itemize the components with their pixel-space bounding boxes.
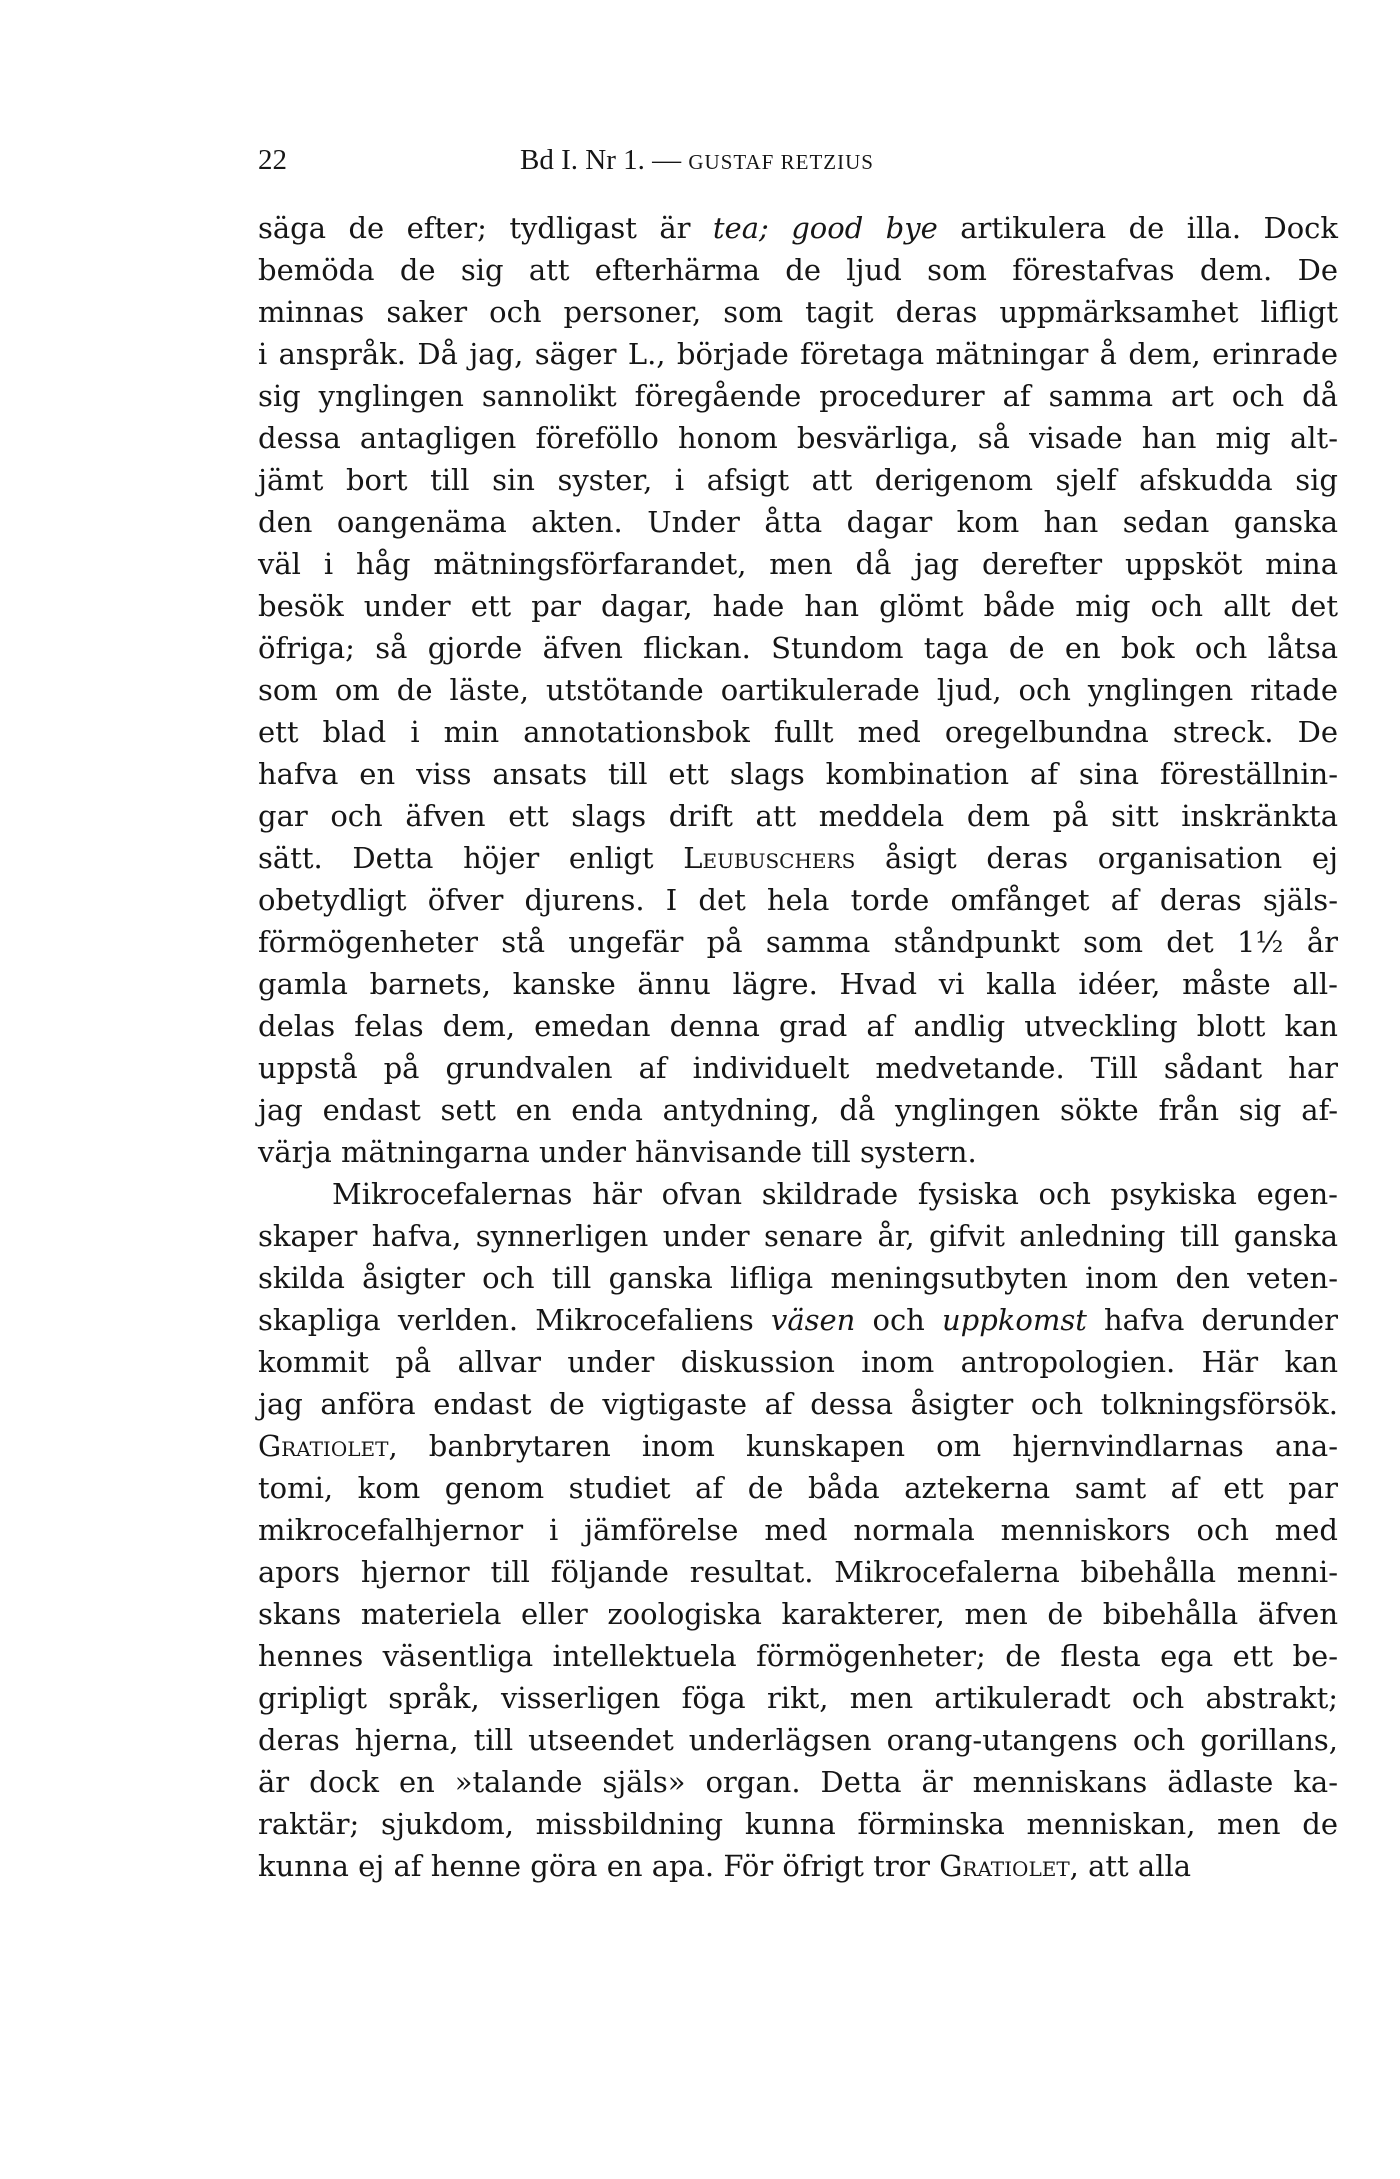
text-line <box>258 207 1338 249</box>
text-line <box>258 1341 1338 1383</box>
text-line <box>258 585 1338 627</box>
text-run: skans materiela eller zoologiska karakterer, men de bibehålla äfven <box>258 1597 1338 1631</box>
text-run: jag anföra endast de vigtigaste af dessa åsigter och tolkningsförsök. <box>258 1387 1338 1421</box>
text-line <box>258 1089 1338 1131</box>
text-run: gamla barnets, kanske ännu lägre. Hvad vi kalla idéer, måste all- <box>258 967 1338 1001</box>
text-run: skilda åsigter och till ganska lifliga meningsutbyten inom den veten- <box>258 1261 1338 1295</box>
text-line <box>258 333 1338 375</box>
text-run: värja mätningarna under hänvisande till systern. <box>258 1135 977 1169</box>
text-run: obetydligt öfver djurens. I det hela torde omfånget af deras själs- <box>258 883 1338 917</box>
italic-term: väsen <box>770 1303 856 1337</box>
text-line <box>258 1299 1338 1341</box>
text-line <box>258 1845 1338 1887</box>
text-run: Mikrocefalernas här ofvan skildrade fysiska och psykiska egen- <box>332 1177 1338 1211</box>
text-run: artikulera de illa. Dock <box>937 211 1338 245</box>
text-line <box>258 1131 1338 1173</box>
text-run: som om de läste, utstötande oartikulerade ljud, och ynglingen ritade <box>258 673 1338 707</box>
text-run: hafva en viss ansats till ett slags kombination af sina föreställnin- <box>258 757 1338 791</box>
text-line <box>258 291 1338 333</box>
text-run: är dock en »talande själs» organ. Detta är menniskans ädlaste ka- <box>258 1765 1338 1799</box>
paragraph-1 <box>258 207 1338 1173</box>
text-line <box>258 963 1338 1005</box>
text-run: väl i håg mätningsförfarandet, men då jag derefter uppsköt mina <box>258 547 1338 581</box>
italic-term: tea; good bye <box>712 211 938 245</box>
paragraph-2 <box>258 1173 1338 1887</box>
text-run: i anspråk. Då jag, säger L., började företaga mätningar å dem, erinrade <box>258 337 1338 371</box>
journal-reference: Bd I. Nr 1. — <box>520 144 682 176</box>
text-line <box>258 1257 1338 1299</box>
text-line <box>258 1551 1338 1593</box>
text-run: gripligt språk, visserligen föga rikt, men artikuleradt och abstrakt; <box>258 1681 1338 1715</box>
text-run: gar och äfven ett slags drift att meddela dem på sitt inskränkta <box>258 799 1338 833</box>
text-line <box>258 1635 1338 1677</box>
text-line <box>258 1005 1338 1047</box>
author-name-smallcaps: Leubuschers <box>683 841 856 875</box>
text-run: sig ynglingen sannolikt föregående procedurer af samma art och då <box>258 379 1338 413</box>
text-run: hafva derunder <box>1086 1303 1339 1337</box>
text-run: den oangenäma akten. Under åtta dagar kom han sedan ganska <box>258 505 1338 539</box>
text-run: kommit på allvar under diskussion inom antropologien. Här kan <box>258 1345 1338 1379</box>
text-line <box>258 753 1338 795</box>
author-name-smallcaps: Gratiolet <box>258 1429 389 1463</box>
text-line <box>258 543 1338 585</box>
text-line <box>258 1761 1338 1803</box>
text-line <box>258 1047 1338 1089</box>
text-line <box>258 1677 1338 1719</box>
text-line <box>258 1719 1338 1761</box>
text-run: bemöda de sig att efterhärma de ljud som förestafvas dem. De <box>258 253 1338 287</box>
text-run: delas felas dem, emedan denna grad af andlig utveckling blott kan <box>258 1009 1338 1043</box>
text-run: mikrocefalhjernor i jämförelse med normala menniskors och med <box>258 1513 1338 1547</box>
text-run: jag endast sett en enda antydning, då ynglingen sökte från sig af- <box>258 1093 1338 1127</box>
text-line <box>258 795 1338 837</box>
text-line <box>258 1215 1338 1257</box>
text-line <box>258 417 1338 459</box>
text-run: öfriga; så gjorde äfven flickan. Stundom taga de en bok och låtsa <box>258 631 1338 665</box>
text-line <box>258 711 1338 753</box>
page-number: 22 <box>258 144 287 176</box>
text-line <box>258 1425 1338 1467</box>
text-line <box>258 1803 1338 1845</box>
text-run: säga de efter; tydligast är <box>258 211 713 245</box>
running-title <box>520 140 874 182</box>
text-line <box>258 627 1338 669</box>
text-line <box>258 669 1338 711</box>
text-line <box>258 1509 1338 1551</box>
text-line <box>258 1173 1338 1215</box>
text-line <box>258 1593 1338 1635</box>
text-line <box>258 921 1338 963</box>
text-run: , att alla <box>1069 1849 1192 1883</box>
text-run: förmögenheter stå ungefär på samma ståndpunkt som det 1½ år <box>258 925 1338 959</box>
author-name-smallcaps: Gratiolet <box>939 1849 1070 1883</box>
text-run: , banbrytaren inom kunskapen om hjernvindlarnas ana- <box>388 1429 1338 1463</box>
text-line <box>258 837 1338 879</box>
running-head <box>258 140 1338 180</box>
text-run: raktär; sjukdom, missbildning kunna förminska menniskan, men de <box>258 1807 1338 1841</box>
text-line <box>258 1467 1338 1509</box>
text-line <box>258 501 1338 543</box>
text-run: sätt. Detta höjer enligt <box>258 841 684 875</box>
text-line <box>258 459 1338 501</box>
italic-term: uppkomst <box>941 1303 1087 1337</box>
text-run: och <box>855 1303 942 1337</box>
text-run: uppstå på grundvalen af individuelt medvetande. Till sådant har <box>258 1051 1338 1085</box>
text-line <box>258 1383 1338 1425</box>
text-run: hennes väsentliga intellektuela förmögenheter; de flesta ega ett be- <box>258 1639 1338 1673</box>
text-line <box>258 879 1338 921</box>
text-run: dessa antagligen föreföllo honom besvärliga, så visade han mig alt- <box>258 421 1338 455</box>
text-line <box>258 249 1338 291</box>
body-text <box>258 207 1338 1887</box>
text-run: besök under ett par dagar, hade han glömt både mig och allt det <box>258 589 1338 623</box>
text-run: tomi, kom genom studiet af de båda aztekerna samt af ett par <box>258 1471 1338 1505</box>
text-run: skaper hafva, synnerligen under senare år, gifvit anledning till ganska <box>258 1219 1338 1253</box>
text-run: kunna ej af henne göra en apa. För öfrigt tror <box>258 1849 940 1883</box>
text-run: ett blad i min annotationsbok fullt med oregelbundna streck. De <box>258 715 1338 749</box>
text-run: skapliga verlden. Mikrocefaliens <box>258 1303 771 1337</box>
author-name: GUSTAF RETZIUS <box>688 150 874 174</box>
text-line <box>258 375 1338 417</box>
text-run: åsigt deras organisation ej <box>855 841 1338 875</box>
text-run: deras hjerna, till utseendet underlägsen orang-utangens och gorillans, <box>258 1723 1338 1757</box>
text-run: jämt bort till sin syster, i afsigt att derigenom sjelf afskudda sig <box>258 463 1338 497</box>
text-run: apors hjernor till följande resultat. Mikrocefalerna bibehålla menni- <box>258 1555 1338 1589</box>
text-run: minnas saker och personer, som tagit deras uppmärksamhet lifligt <box>258 295 1338 329</box>
